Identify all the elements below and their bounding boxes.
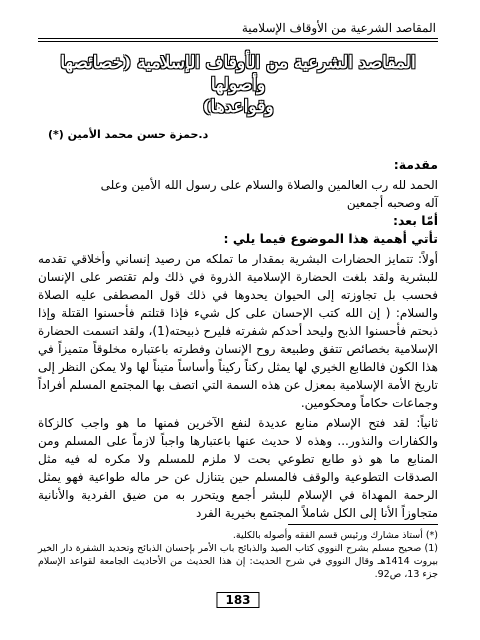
footnote: (*) أستاذ مشارك ورئيس قسم الفقه وأصوله بالكلية. — [232, 530, 438, 541]
page-number: 183 — [216, 592, 259, 608]
footnotes — [38, 524, 438, 581]
intro-line: أمّا بعد: — [392, 213, 438, 228]
document-page — [38, 18, 438, 628]
intro-heading: مقدمة: — [393, 157, 438, 172]
paragraph-first: أولاً: تتمايز الحضارات البشرية بمقدار ما تملكه من رصيد إنساني وأخلاقي تقدمه للبشرية ولقد بلغت الحضارة الإسلامية الذروة في ذلك ولم تقتصر على الإنسان فحسب بل تجاوزته إلى الحيوان يحدوها في ذلك قول المصطفى عليه الصلاة والسلام: ( إن الله كتب الإحسان على كل شيء فإذا قتلتم فأحسنوا القتلة وإذا ذبحتم فأحسنوا الذبح وليحد أحدكم شفرته فليرح ذبيحته(1)، ولقد اتسمت الحضارة الإسلامية بخصائص تتفق وطبيعة روح الإنسان وفطرته باعتباره مخلوقاً متميزاً في هذا الكون فالطابع الخيري لها يمثل ركناً ركيناً وأساساً متيناً لها ولا يمكن النظر إلى تاريخ الأمة الإسلامية بمعزل عن هذه السمة التي اتصف بها المجتمع المسلم أفراداً وجماعات حكاماً ومحكومين. — [38, 252, 438, 410]
intro-line: الحمد لله رب العالمين والصلاة والسلام على رسول الله الأمين وعلى — [100, 178, 438, 192]
footnote-rule — [288, 524, 438, 525]
intro-line: آله وصحبه أجمعين — [346, 196, 438, 210]
topic-heading: تأتي أهمية هذا الموضوع فيما يلي : — [223, 231, 438, 246]
header-rule-thin — [38, 41, 438, 42]
author-footnote-marker: (*) — [48, 128, 64, 141]
author-name: د.حمزة حسن محمد الأمين — [67, 128, 209, 141]
header-rule — [38, 38, 438, 39]
body-text — [38, 157, 438, 522]
article-title — [38, 52, 438, 118]
author-line — [38, 128, 438, 141]
paragraph-second: ثانياً: لقد فتح الإسلام منابع عديدة لنفع الآخرين فمنها ما هو واجب كالزكاة والكفارات والنذور... وهذه لا حديث عنها باعتبارها واجباً لازماً على المسلم ومن المنابع ما هو ذو طابع تطوعي بحت لا ملزم للمسلم ولا مكره له فيه مثل الصدقات التطوعية والوقف فالمسلم حين يتنازل عن حر ماله طواعية فهو يمثل الرحمة المهداة في الإسلام للبشر أجمع ويتحرر به من ضيق الفردية والأنانية متجاوزاً الأنا إلى الكل شاملاً المجتمع بخيرية الفرد — [38, 416, 438, 520]
title-line-2: وقواعدها) — [202, 97, 274, 117]
title-line-1: المقاصد الشرعية من الأوقاف الإسلامية (خصائصها وأصولها — [60, 53, 416, 95]
running-head: المقاصد الشرعية من الأوقاف الإسلامية — [241, 21, 436, 35]
footnote: (1) صحيح مسلم بشرح النووي كتاب الصيد والذبائح باب الأمر بإحسان الذبائح وتحديد الشفرة دار الخير بيروت 1414هـ وقال النووي في شرح الحديث: إن هذا الحديث من الأحاديث الجامعة لقواعد الإسلام جزء 13، ص92. — [38, 543, 438, 580]
